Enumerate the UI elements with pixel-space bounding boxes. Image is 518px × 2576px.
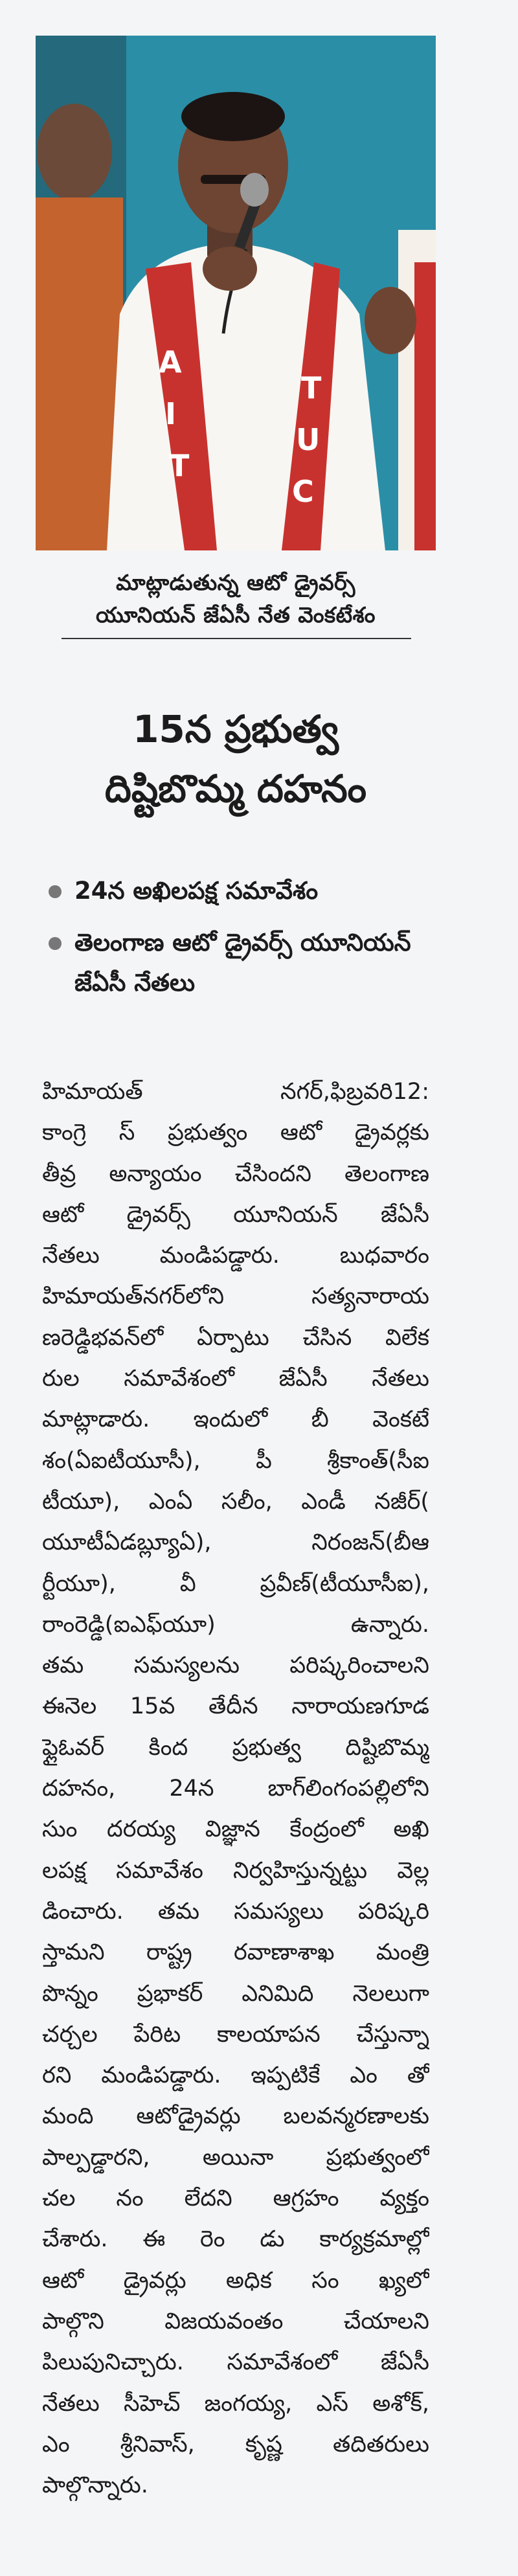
article-line: ర్టీయూ), వీ ప్రవీణ్(టీయూసీఐ), [42,1570,429,1597]
article-line: చేశారు. ఈ రెం డు కార్యక్రమాల్లో [42,2226,429,2253]
article-line: పొన్నం ప్రభాకర్ ఎనిమిది నెలలుగా [42,1980,429,2007]
sub-headline-item [45,923,434,1003]
article-line: దహనం, 24న బాగ్‌లింగంపల్లిలోని [42,1776,429,1802]
caption-line-1: మాట్లాడుతున్న ఆటో డ్రైవర్స్ [116,570,355,595]
bullet-dot-icon [49,937,62,950]
article-line: డించారు. తమ సమస్యలు పరిష్కరి [42,1898,429,1925]
article-line: ఆటో డ్రైవర్స్ యూనియన్ జేఏసీ [42,1201,429,1228]
svg-text:C: C [292,474,314,509]
article-line: హిమాయత్ నగర్,ఫిబ్రవరి12: [42,1079,429,1105]
svg-text:T: T [301,370,322,405]
article-line: యూటీఏడబ్ల్యూఏ), నిరంజన్(బీఆ [42,1530,429,1556]
article-line: రని మండిపడ్డారు. ఇప్పటికే ఎం తో [42,2062,429,2089]
article-line: స్తామని రాష్ట్ర రవాణాశాఖ మంత్రి [42,1939,429,1966]
article-line: ఫ్లైఓవర్ కింద ప్రభుత్వ దిష్టిబొమ్మ [42,1734,429,1761]
article-line: సుం దరయ్య విజ్ఞాన కేంద్రంలో అఖి [42,1816,429,1843]
article-line: హిమాయత్‌నగర్‌లోని సత్యనారాయ [42,1283,429,1310]
sub-headline-text: తెలంగాణ ఆటో డ్రైవర్స్ యూనియన్ జేఏసీ నేతలు [74,929,411,997]
article-line: మంది ఆటోడ్రైవర్లు బలవన్మరణాలకు [42,2103,429,2130]
article-line: ఆటో డ్రైవర్లు అధిక సం ఖ్యలో [42,2267,429,2294]
article-line: నేతలు మండిపడ్డారు. బుధవారం [42,1243,429,1269]
sub-headline-text: 24న అఖిలపక్ష సమావేశం [74,877,319,905]
article-body [42,1072,429,2506]
article-line: పాల్పడ్డారని, అయినా ప్రభుత్వంలో [42,2144,429,2171]
article-line: ఈనెల 15వ తేదీన నారాయణగూడ [42,1693,429,1720]
svg-text:A: A [159,345,182,379]
sub-headlines [45,871,434,1003]
caption-divider [62,638,411,639]
article-line: నేతలు సీహెచ్ జంగయ్య, ఎస్ అశోక్, [42,2390,429,2417]
article-line: పాల్గొన్నారు. [42,2472,148,2499]
speaker-photo [36,36,436,550]
article-line: పిలుపునిచ్చారు. సమావేశంలో జేఏసీ [42,2349,429,2376]
article-line: లపక్ష సమావేశం నిర్వహిస్తున్నట్టు వెల్ల [42,1857,429,1884]
photo-illustration [36,36,436,550]
headline-line-1: 15న ప్రభుత్వ [133,707,339,751]
headline-line-2: దిష్టిబొమ్మ దహనం [104,767,367,811]
sub-headline-item [45,871,434,911]
article-line: పాల్గొని విజయవంతం చేయాలని [42,2308,429,2334]
article-line: చర్చల పేరిట కాలయాపన చేస్తున్నా [42,2021,429,2048]
article-line: రాంరెడ్డి(ఐఎఫ్‌యూ) ఉన్నారు. [42,1611,429,1638]
article-line: ణరెడ్డిభవన్‌లో ఏర్పాటు చేసిన విలేక [42,1324,429,1351]
article-line: తీవ్ర అన్యాయం చేసిందని తెలంగాణ [42,1160,429,1187]
svg-text:T: T [169,448,190,483]
article-line: శం(ఏఐటీయూసీ), పీ శ్రీకాంత్(సీఐ [42,1447,429,1474]
caption-line-2: యూనియన్ జేఏసీ నేత వెంకటేశం [95,602,376,627]
article-line: తమ సమస్యలను పరిష్కరించాలని [42,1653,429,1679]
article-line: కాంగ్రె స్ ప్రభుత్వం ఆటో డ్రైవర్లకు [42,1120,429,1146]
article-line: చల నం లేదని ఆగ్రహం వ్యక్తం [42,2186,429,2212]
photo-caption [36,567,436,631]
svg-text:U: U [296,422,321,457]
article-line: మాట్లాడారు. ఇందులో బీ వెంకటే [42,1407,429,1433]
bullet-dot-icon [49,885,62,898]
article-line: రుల సమావేశంలో జేఏసీ నేతలు [42,1366,429,1392]
article-line: టీయూ), ఎంఏ సలీం, ఎండీ నజీర్( [42,1488,429,1515]
headline [36,699,436,819]
svg-text:I: I [165,396,177,431]
article-line: ఎం శ్రీనివాస్, కృష్ణ తదితరులు [42,2431,429,2457]
